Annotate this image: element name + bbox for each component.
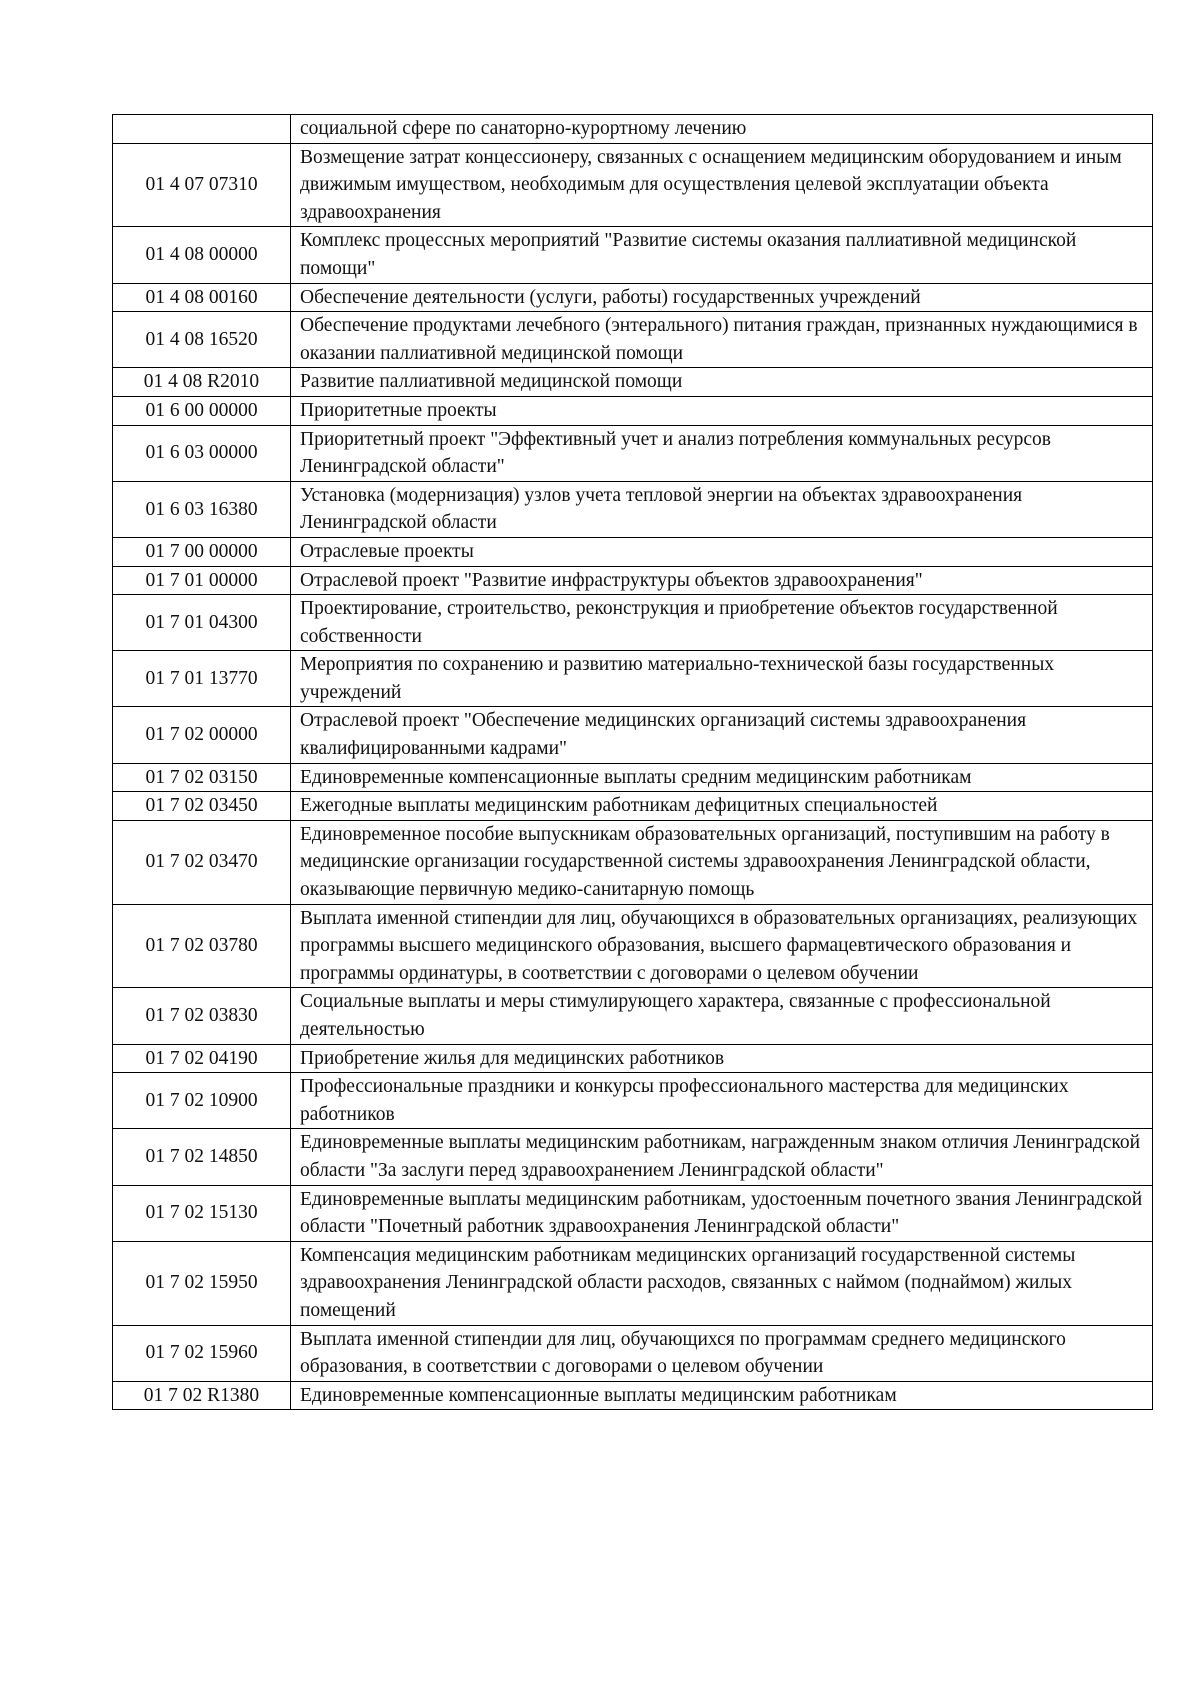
expense-name-cell: Единовременные компенсационные выплаты средним медицинским работникам (291, 763, 1153, 792)
expense-name-cell: Обеспечение деятельности (услуги, работы) государственных учреждений (291, 283, 1153, 312)
table-row (113, 1073, 1153, 1129)
expense-name-cell: Комплекс процессных мероприятий "Развитие системы оказания паллиативной медицинской помощи" (291, 227, 1153, 283)
expense-name-cell: Проектирование, строительство, реконструкция и приобретение объектов государственной собственности (291, 595, 1153, 651)
budget-code-cell (113, 115, 291, 144)
expense-name-cell: Отраслевые проекты (291, 537, 1153, 566)
expense-name-cell: социальной сфере по санаторно-курортному лечению (291, 115, 1153, 144)
expense-name-cell: Единовременные компенсационные выплаты медицинским работникам (291, 1381, 1153, 1410)
table-row (113, 792, 1153, 821)
table-row (113, 820, 1153, 904)
budget-code-cell: 01 7 02 15950 (113, 1241, 291, 1325)
budget-code-cell: 01 7 02 03150 (113, 763, 291, 792)
expense-name-cell: Возмещение затрат концессионеру, связанных с оснащением медицинским оборудованием и иным движимым имуществом, необходимым для осуществления целевой эксплуатации объекта здравоохранения (291, 143, 1153, 227)
budget-code-cell: 01 6 03 16380 (113, 481, 291, 537)
table-row (113, 1325, 1153, 1381)
table-row (113, 1185, 1153, 1241)
budget-code-cell: 01 7 02 14850 (113, 1129, 291, 1185)
budget-code-cell: 01 7 02 03830 (113, 988, 291, 1044)
table-row (113, 566, 1153, 595)
table-row (113, 595, 1153, 651)
budget-code-cell: 01 7 02 03470 (113, 820, 291, 904)
table-row (113, 651, 1153, 707)
expense-name-cell: Отраслевой проект "Обеспечение медицинских организаций системы здравоохранения квалифицированными кадрами" (291, 707, 1153, 763)
table-row (113, 707, 1153, 763)
budget-code-cell: 01 4 08 16520 (113, 312, 291, 368)
budget-code-cell: 01 7 02 03450 (113, 792, 291, 821)
budget-code-cell: 01 6 03 00000 (113, 425, 291, 481)
table-row (113, 312, 1153, 368)
budget-code-cell: 01 7 01 13770 (113, 651, 291, 707)
expense-name-cell: Компенсация медицинским работникам медицинских организаций государственной системы здравоохранения Ленинградской области расходов, связанных с наймом (поднаймом) жилых помещений (291, 1241, 1153, 1325)
budget-code-cell: 01 6 00 00000 (113, 396, 291, 425)
expense-name-cell: Приоритетные проекты (291, 396, 1153, 425)
table-row (113, 396, 1153, 425)
expense-name-cell: Отраслевой проект "Развитие инфраструктуры объектов здравоохранения" (291, 566, 1153, 595)
expense-name-cell: Профессиональные праздники и конкурсы профессионального мастерства для медицинских работников (291, 1073, 1153, 1129)
expense-name-cell: Единовременное пособие выпускникам образовательных организаций, поступившим на работу в медицинские организации государственной системы здравоохранения Ленинградской области, оказывающие первичную медико-санитарную помощь (291, 820, 1153, 904)
budget-code-cell: 01 7 02 10900 (113, 1073, 291, 1129)
budget-code-cell: 01 4 07 07310 (113, 143, 291, 227)
table-row (113, 904, 1153, 988)
budget-code-cell: 01 7 02 15130 (113, 1185, 291, 1241)
table-row (113, 1044, 1153, 1073)
expense-name-cell: Приоритетный проект "Эффективный учет и анализ потребления коммунальных ресурсов Ленинградской области" (291, 425, 1153, 481)
expense-name-cell: Приобретение жилья для медицинских работников (291, 1044, 1153, 1073)
table-row (113, 368, 1153, 397)
budget-code-cell: 01 4 08 00160 (113, 283, 291, 312)
budget-code-cell: 01 7 02 R1380 (113, 1381, 291, 1410)
budget-code-cell: 01 7 01 00000 (113, 566, 291, 595)
table-row (113, 763, 1153, 792)
table-row (113, 1129, 1153, 1185)
table-row (113, 988, 1153, 1044)
budget-code-cell: 01 7 00 00000 (113, 537, 291, 566)
budget-code-cell: 01 7 02 03780 (113, 904, 291, 988)
budget-code-cell: 01 4 08 R2010 (113, 368, 291, 397)
budget-code-cell: 01 4 08 00000 (113, 227, 291, 283)
table-row (113, 143, 1153, 227)
table-row (113, 227, 1153, 283)
budget-code-cell: 01 7 02 15960 (113, 1325, 291, 1381)
expense-name-cell: Единовременные выплаты медицинским работникам, награжденным знаком отличия Ленинградской области "За заслуги перед здравоохранением Ленинградской области" (291, 1129, 1153, 1185)
table-row (113, 283, 1153, 312)
expense-name-cell: Социальные выплаты и меры стимулирующего характера, связанные с профессиональной деятельностью (291, 988, 1153, 1044)
expense-name-cell: Выплата именной стипендии для лиц, обучающихся по программам среднего медицинского образования, в соответствии с договорами о целевом обучении (291, 1325, 1153, 1381)
budget-code-cell: 01 7 01 04300 (113, 595, 291, 651)
expense-name-cell: Обеспечение продуктами лечебного (энтерального) питания граждан, признанных нуждающимися в оказании паллиативной медицинской помощи (291, 312, 1153, 368)
expense-name-cell: Ежегодные выплаты медицинским работникам дефицитных специальностей (291, 792, 1153, 821)
budget-code-cell: 01 7 02 04190 (113, 1044, 291, 1073)
table-row (113, 481, 1153, 537)
table-row (113, 537, 1153, 566)
expense-name-cell: Мероприятия по сохранению и развитию материально-технической базы государственных учреждений (291, 651, 1153, 707)
expense-name-cell: Выплата именной стипендии для лиц, обучающихся в образовательных организациях, реализующих программы высшего медицинского образования, высшего фармацевтического образования и программы ординатуры, в соответствии с договорами о целевом обучении (291, 904, 1153, 988)
table-row (113, 115, 1153, 144)
table-row (113, 425, 1153, 481)
expense-name-cell: Единовременные выплаты медицинским работникам, удостоенным почетного звания Ленинградской области "Почетный работник здравоохранения Ленинградской области" (291, 1185, 1153, 1241)
budget-code-cell: 01 7 02 00000 (113, 707, 291, 763)
table-row (113, 1241, 1153, 1325)
expense-name-cell: Установка (модернизация) узлов учета тепловой энергии на объектах здравоохранения Ленинградской области (291, 481, 1153, 537)
expense-name-cell: Развитие паллиативной медицинской помощи (291, 368, 1153, 397)
table-row (113, 1381, 1153, 1410)
table-body (113, 115, 1153, 1410)
budget-classification-table (112, 114, 1153, 1410)
